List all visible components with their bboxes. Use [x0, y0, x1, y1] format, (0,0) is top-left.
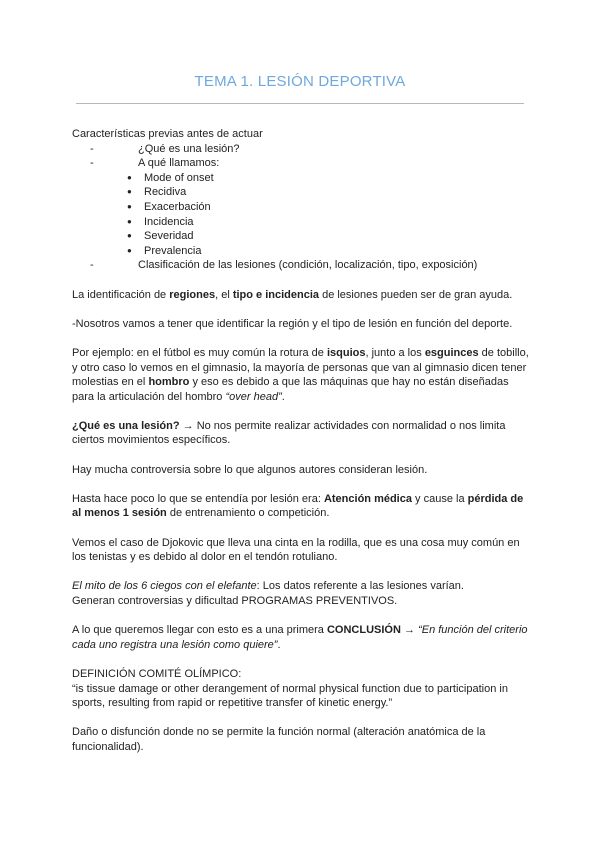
document-body — [72, 127, 532, 755]
list-item — [72, 142, 532, 157]
document-title: TEMA 1. LESIÓN DEPORTIVA — [194, 73, 406, 90]
sub-list-item-text: Recidiva — [144, 186, 187, 199]
paragraph-mito: El mito de los 6 ciegos con el elefante: Los datos referente a las lesiones varían. Generan controversias y dificultad PROGRAMAS PREVENTIVOS. — [72, 580, 464, 607]
sub-list-item — [72, 215, 532, 230]
paragraph-regiones: La identificación de regiones, el tipo e incidencia de lesiones pueden ser de gran ayuda. — [72, 288, 513, 301]
bullet-icon: ● — [127, 201, 132, 211]
paragraph-que-es-lesion: ¿Qué es una lesión? → No nos permite realizar actividades con normalidad o nos limita ciertos movimientos específicos. — [72, 419, 506, 447]
bullet-icon: ● — [127, 172, 132, 182]
paragraph-ejemplo: Por ejemplo: en el fútbol es muy común la rotura de isquios, junto a los esguinces de tobillo, y otro caso lo vemos en el gimnasio, la mayoría de personas que van al gimnasio dicen tener molestias en el hombro y eso es debido a que las máquinas que hay no están diseñadas para la articulación del hombro “over head”. — [72, 346, 529, 403]
paragraph-identificar: -Nosotros vamos a tener que identificar la región y el tipo de lesión en función del deporte. — [72, 317, 513, 330]
sub-list-item-text: Exacerbación — [144, 200, 211, 213]
sub-list-item-text: Incidencia — [144, 215, 194, 228]
dash-marker: - — [90, 142, 94, 155]
sub-list-item — [72, 185, 532, 200]
dash-marker: - — [90, 157, 94, 170]
sub-list-item-text: Prevalencia — [144, 244, 202, 257]
sub-list-item — [72, 171, 532, 186]
sub-list-item — [72, 200, 532, 215]
bullet-icon: ● — [127, 245, 132, 255]
paragraph-hasta-hace-poco: Hasta hace poco lo que se entendía por lesión era: Atención médica y cause la pérdida de al menos 1 sesión de entrenamiento o competición. — [72, 492, 524, 520]
intro-line: Características previas antes de actuar — [72, 128, 263, 140]
bullet-icon: ● — [127, 231, 132, 241]
paragraph-conclusion: A lo que queremos llegar con esto es a una primera CONCLUSIÓN → “En función del criterio cada uno registra una lesión como quiere”. — [72, 624, 528, 651]
sub-list-item-text: Mode of onset — [144, 171, 214, 184]
sub-list-item — [72, 229, 532, 244]
list-item-text: Clasificación de las lesiones (condición, localización, tipo, exposición) — [138, 259, 478, 272]
paragraph-djokovic: Vemos el caso de Djokovic que lleva una cinta en la rodilla, que es una cosa muy común en los tenistas y es debido al dolor en el tendón rotuliano. — [72, 536, 520, 564]
list-item-text: ¿Qué es una lesión? — [138, 142, 240, 155]
bullet-icon: ● — [127, 187, 132, 197]
title-divider — [76, 103, 524, 104]
paragraph-dano: Daño o disfunción donde no se permite la función normal (alteración anatómica de la funcionalidad). — [72, 726, 486, 753]
sub-list-item-text: Severidad — [144, 230, 194, 243]
list-item — [72, 258, 532, 273]
list-item — [72, 156, 532, 171]
dash-marker: - — [90, 259, 94, 272]
sub-list-item — [72, 244, 532, 259]
list-item-text: A qué llamamos: — [138, 157, 220, 170]
paragraph-definicion: DEFINICIÓN COMITÉ OLÍMPICO: “is tissue damage or other derangement of normal physical function due to participation in sports, resulting from rapid or repetitive transfer of kinetic energy.” — [72, 667, 508, 710]
bullet-icon: ● — [127, 216, 132, 226]
paragraph-controversia: Hay mucha controversia sobre lo que algunos autores consideran lesión. — [72, 463, 428, 476]
